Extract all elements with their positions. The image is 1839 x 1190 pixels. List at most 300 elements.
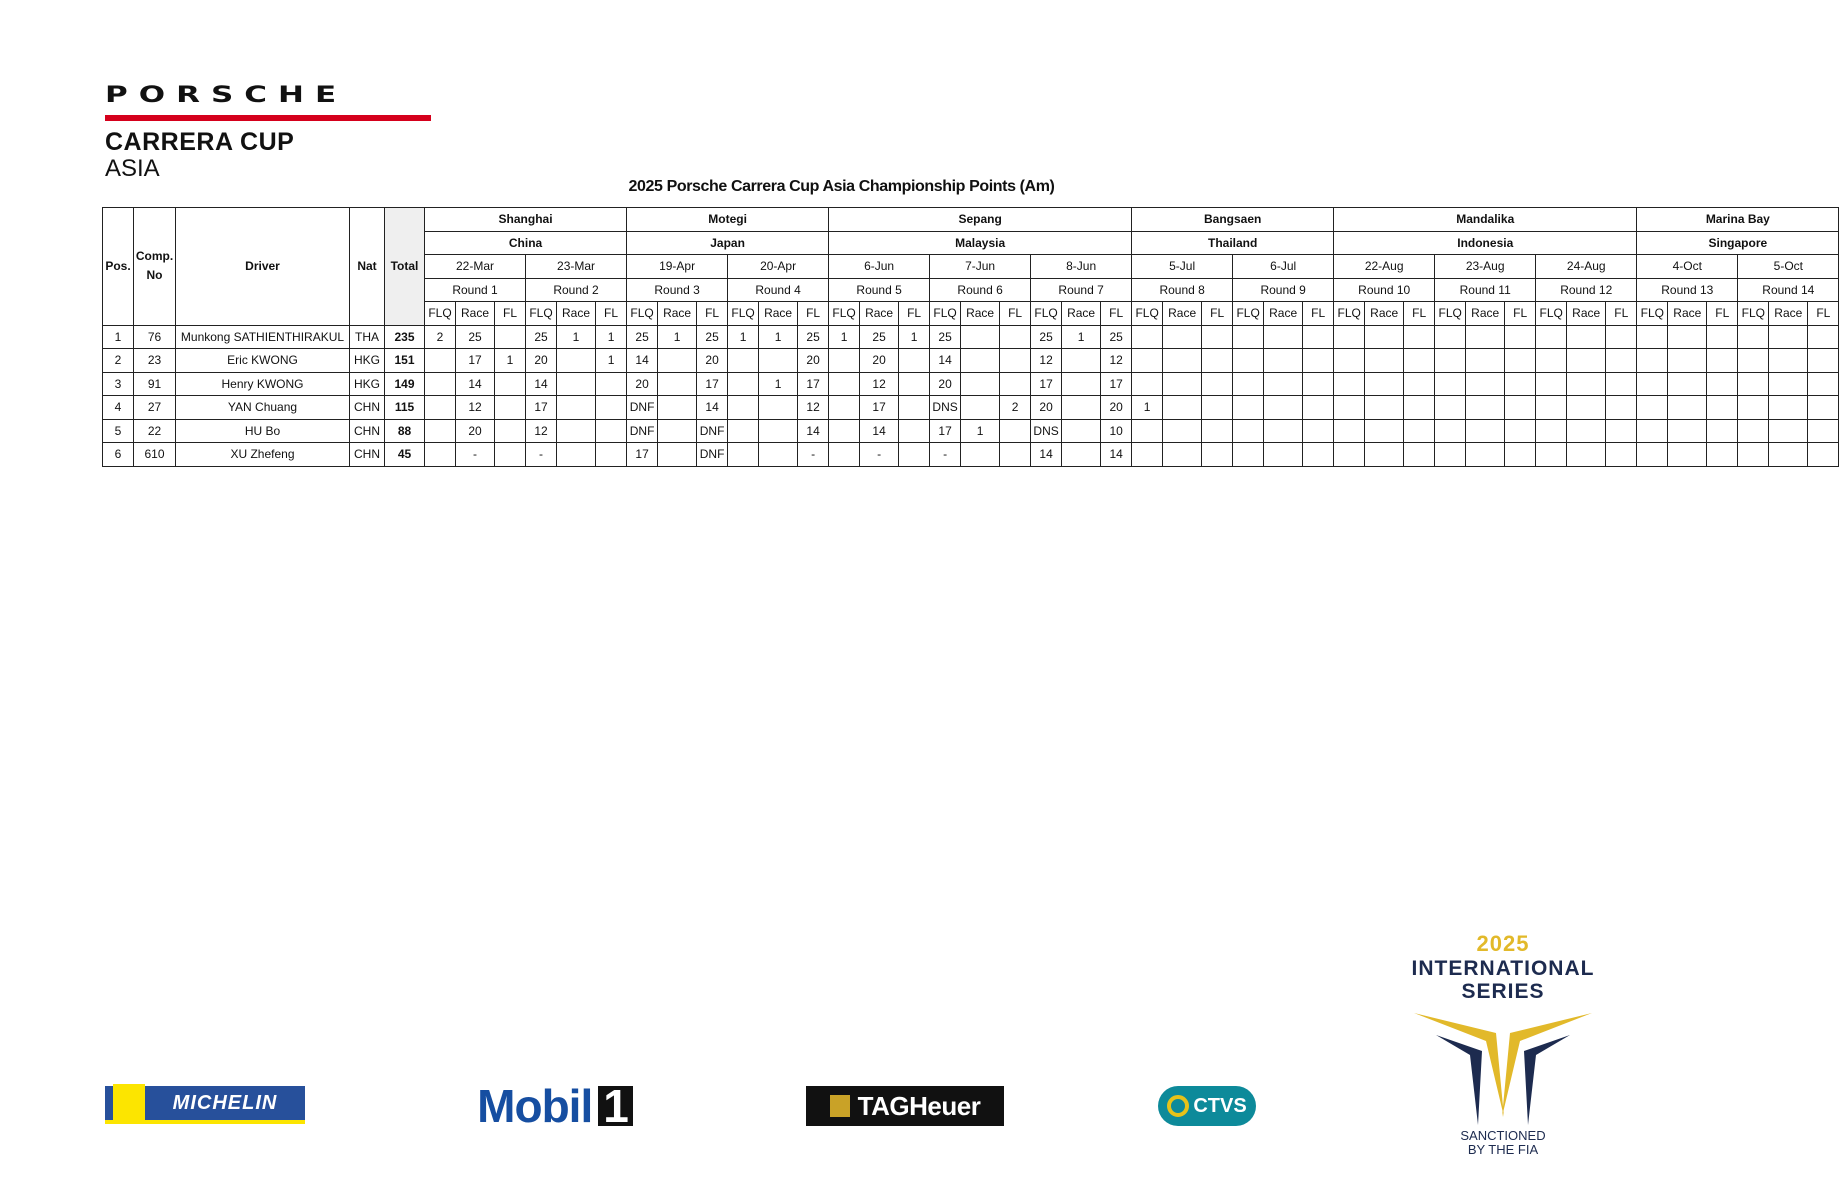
cell-points: 1 bbox=[899, 325, 930, 349]
cell-points bbox=[1163, 349, 1202, 373]
cell-points: 1 bbox=[557, 325, 596, 349]
cell-points bbox=[1365, 419, 1404, 443]
cell-total: 115 bbox=[385, 396, 425, 420]
cell-points bbox=[1505, 443, 1536, 467]
header-fl: FL bbox=[495, 302, 526, 326]
cell-points bbox=[1365, 372, 1404, 396]
cell-points bbox=[1062, 443, 1101, 467]
cell-points bbox=[1668, 349, 1707, 373]
header-date: 24-Aug bbox=[1536, 255, 1637, 279]
header-venue: Mandalika bbox=[1334, 208, 1637, 232]
cell-points bbox=[728, 396, 759, 420]
cell-points bbox=[1202, 443, 1233, 467]
cell-points bbox=[961, 349, 1000, 373]
cell-points bbox=[1567, 349, 1606, 373]
standings-table bbox=[102, 207, 1839, 467]
cell-nat: CHN bbox=[350, 419, 385, 443]
header-date: 5-Jul bbox=[1132, 255, 1233, 279]
cell-points bbox=[1536, 443, 1567, 467]
cell-points: 17 bbox=[526, 396, 557, 420]
cell-driver: Henry KWONG bbox=[176, 372, 350, 396]
cell-points bbox=[1466, 349, 1505, 373]
cell-points bbox=[1435, 372, 1466, 396]
cell-points bbox=[1062, 372, 1101, 396]
header-comp-no bbox=[134, 208, 176, 326]
header-fl: FL bbox=[697, 302, 728, 326]
cell-points bbox=[1132, 372, 1163, 396]
cell-points bbox=[1334, 349, 1365, 373]
header-race: Race bbox=[1365, 302, 1404, 326]
cell-points bbox=[495, 419, 526, 443]
cell-points bbox=[899, 349, 930, 373]
header-flq: FLQ bbox=[526, 302, 557, 326]
cell-points bbox=[658, 443, 697, 467]
cell-comp-no: 22 bbox=[134, 419, 176, 443]
mobil-text: Mobil bbox=[477, 1080, 593, 1132]
cell-points: 17 bbox=[1101, 372, 1132, 396]
cell-points bbox=[829, 349, 860, 373]
porsche-wordmark: PORSCHE bbox=[105, 81, 348, 108]
header-flq: FLQ bbox=[728, 302, 759, 326]
header-round: Round 11 bbox=[1435, 278, 1536, 302]
header-fl: FL bbox=[1606, 302, 1637, 326]
cell-points bbox=[1567, 419, 1606, 443]
fia-sub1: SANCTIONED bbox=[1460, 1128, 1546, 1143]
header-date: 6-Jun bbox=[829, 255, 930, 279]
cell-points bbox=[1769, 325, 1808, 349]
cell-points bbox=[1264, 443, 1303, 467]
cell-driver: HU Bo bbox=[176, 419, 350, 443]
cell-points bbox=[1163, 325, 1202, 349]
cell-points: DNF bbox=[627, 396, 658, 420]
cell-points bbox=[1303, 325, 1334, 349]
cell-pos: 2 bbox=[103, 349, 134, 373]
cell-points: DNS bbox=[930, 396, 961, 420]
cell-points bbox=[1334, 372, 1365, 396]
cell-points: 1 bbox=[759, 372, 798, 396]
cell-points bbox=[1808, 443, 1839, 467]
cell-points bbox=[1264, 396, 1303, 420]
cell-points: 25 bbox=[798, 325, 829, 349]
cell-points bbox=[495, 325, 526, 349]
cell-points bbox=[596, 396, 627, 420]
header-date: 5-Oct bbox=[1738, 255, 1839, 279]
cell-points: 20 bbox=[627, 372, 658, 396]
cell-points bbox=[728, 419, 759, 443]
header-flq: FLQ bbox=[627, 302, 658, 326]
cell-points bbox=[658, 349, 697, 373]
cell-points bbox=[1303, 396, 1334, 420]
cell-points bbox=[1769, 396, 1808, 420]
cell-points bbox=[1233, 443, 1264, 467]
tag-shield-icon bbox=[830, 1095, 850, 1117]
cell-points bbox=[1707, 419, 1738, 443]
tag-text: TAGHeuer bbox=[857, 1090, 981, 1121]
cell-points bbox=[1808, 419, 1839, 443]
cell-points bbox=[1202, 325, 1233, 349]
header-comp-text: Comp. No bbox=[135, 249, 174, 283]
cell-points bbox=[1132, 349, 1163, 373]
cell-points bbox=[425, 372, 456, 396]
cell-points bbox=[1435, 419, 1466, 443]
cell-points bbox=[1365, 349, 1404, 373]
cell-points: 10 bbox=[1101, 419, 1132, 443]
cell-points bbox=[899, 396, 930, 420]
cell-points bbox=[1567, 396, 1606, 420]
cell-points: 12 bbox=[1101, 349, 1132, 373]
header-venue: Bangsaen bbox=[1132, 208, 1334, 232]
header-round: Round 4 bbox=[728, 278, 829, 302]
header-date: 20-Apr bbox=[728, 255, 829, 279]
header-flq: FLQ bbox=[1334, 302, 1365, 326]
cell-points: 17 bbox=[697, 372, 728, 396]
tagheuer-logo bbox=[806, 1086, 1004, 1126]
cell-points bbox=[1132, 443, 1163, 467]
ctvs-ring-icon bbox=[1167, 1095, 1189, 1117]
cell-points bbox=[1505, 325, 1536, 349]
cell-points: 2 bbox=[425, 325, 456, 349]
cell-points bbox=[899, 443, 930, 467]
cell-points bbox=[495, 443, 526, 467]
header-country: Singapore bbox=[1637, 231, 1839, 255]
cell-points: 20 bbox=[1101, 396, 1132, 420]
cell-points bbox=[1365, 325, 1404, 349]
header-fl: FL bbox=[1707, 302, 1738, 326]
cell-points bbox=[557, 443, 596, 467]
cell-total: 149 bbox=[385, 372, 425, 396]
cell-points: 14 bbox=[697, 396, 728, 420]
table-row bbox=[103, 349, 1839, 373]
cell-points bbox=[658, 419, 697, 443]
table-row bbox=[103, 419, 1839, 443]
cell-points bbox=[1264, 349, 1303, 373]
cell-points bbox=[1738, 325, 1769, 349]
cell-points bbox=[1303, 372, 1334, 396]
cell-points bbox=[1668, 372, 1707, 396]
header-fl: FL bbox=[1404, 302, 1435, 326]
cell-points: 1 bbox=[596, 349, 627, 373]
cell-points bbox=[1606, 325, 1637, 349]
cell-points bbox=[829, 443, 860, 467]
fia-line1: INTERNATIONAL bbox=[1411, 957, 1595, 980]
cell-points bbox=[1404, 349, 1435, 373]
cell-points bbox=[1567, 325, 1606, 349]
cell-points bbox=[1606, 443, 1637, 467]
cell-points bbox=[557, 349, 596, 373]
cell-points bbox=[1062, 396, 1101, 420]
cell-points: - bbox=[798, 443, 829, 467]
cell-points bbox=[1233, 349, 1264, 373]
cell-pos: 6 bbox=[103, 443, 134, 467]
carrera-cup-logo bbox=[105, 81, 435, 182]
cell-points bbox=[1334, 325, 1365, 349]
cell-points bbox=[728, 443, 759, 467]
cell-points: 20 bbox=[930, 372, 961, 396]
cell-points: DNS bbox=[1031, 419, 1062, 443]
header-round: Round 10 bbox=[1334, 278, 1435, 302]
cell-points bbox=[1637, 372, 1668, 396]
header-race: Race bbox=[1062, 302, 1101, 326]
header-fl: FL bbox=[1101, 302, 1132, 326]
header-flq: FLQ bbox=[1637, 302, 1668, 326]
cell-points: 14 bbox=[1101, 443, 1132, 467]
cell-points bbox=[1668, 396, 1707, 420]
cell-points bbox=[1303, 443, 1334, 467]
header-date: 23-Mar bbox=[526, 255, 627, 279]
header-date: 22-Mar bbox=[425, 255, 526, 279]
header-fl: FL bbox=[1202, 302, 1233, 326]
cell-driver: YAN Chuang bbox=[176, 396, 350, 420]
cell-points: 25 bbox=[1031, 325, 1062, 349]
cell-nat: CHN bbox=[350, 443, 385, 467]
cell-points bbox=[1404, 419, 1435, 443]
cell-points bbox=[1637, 349, 1668, 373]
cell-points: 20 bbox=[456, 419, 495, 443]
cell-points: 17 bbox=[627, 443, 658, 467]
cell-points bbox=[1707, 396, 1738, 420]
cell-points bbox=[1668, 419, 1707, 443]
cell-points bbox=[1466, 419, 1505, 443]
cell-points bbox=[1062, 349, 1101, 373]
logo-series: CARRERA CUP bbox=[105, 128, 295, 156]
cell-points bbox=[1264, 325, 1303, 349]
header-round: Round 2 bbox=[526, 278, 627, 302]
table-row bbox=[103, 396, 1839, 420]
cell-points bbox=[1466, 443, 1505, 467]
header-country: China bbox=[425, 231, 627, 255]
cell-points bbox=[1808, 372, 1839, 396]
header-fl: FL bbox=[596, 302, 627, 326]
cell-points bbox=[1567, 443, 1606, 467]
cell-comp-no: 76 bbox=[134, 325, 176, 349]
header-country: Thailand bbox=[1132, 231, 1334, 255]
header-round: Round 8 bbox=[1132, 278, 1233, 302]
cell-points bbox=[1435, 443, 1466, 467]
header-date: 19-Apr bbox=[627, 255, 728, 279]
cell-points bbox=[1808, 349, 1839, 373]
cell-points bbox=[1132, 325, 1163, 349]
cell-pos: 3 bbox=[103, 372, 134, 396]
cell-comp-no: 27 bbox=[134, 396, 176, 420]
cell-points bbox=[596, 443, 627, 467]
header-race: Race bbox=[456, 302, 495, 326]
header-fl: FL bbox=[798, 302, 829, 326]
cell-points bbox=[1264, 372, 1303, 396]
cell-points bbox=[658, 396, 697, 420]
cell-points bbox=[1000, 325, 1031, 349]
cell-points bbox=[1567, 372, 1606, 396]
cell-points bbox=[1637, 396, 1668, 420]
cell-points bbox=[1000, 419, 1031, 443]
cell-points bbox=[1707, 325, 1738, 349]
cell-points bbox=[1264, 419, 1303, 443]
header-round: Round 6 bbox=[930, 278, 1031, 302]
header-flq: FLQ bbox=[1536, 302, 1567, 326]
fia-international-series-badge bbox=[1408, 931, 1598, 1157]
logo-red-bar bbox=[105, 115, 431, 121]
header-country: Japan bbox=[627, 231, 829, 255]
cell-points: 20 bbox=[860, 349, 899, 373]
cell-points bbox=[1536, 349, 1567, 373]
bibendum-icon bbox=[113, 1084, 145, 1122]
fia-line2: SERIES bbox=[1461, 980, 1545, 1003]
cell-points: 17 bbox=[798, 372, 829, 396]
cell-points bbox=[1808, 325, 1839, 349]
logo-region: ASIA bbox=[105, 155, 160, 182]
header-date: 7-Jun bbox=[930, 255, 1031, 279]
header-total: Total bbox=[385, 208, 425, 326]
cell-points: 17 bbox=[456, 349, 495, 373]
cell-points: 14 bbox=[627, 349, 658, 373]
header-race: Race bbox=[1769, 302, 1808, 326]
cell-points: 20 bbox=[697, 349, 728, 373]
cell-points: 20 bbox=[1031, 396, 1062, 420]
cell-points bbox=[1637, 325, 1668, 349]
cell-points: 25 bbox=[456, 325, 495, 349]
cell-points bbox=[1668, 325, 1707, 349]
cell-points bbox=[1435, 349, 1466, 373]
cell-points bbox=[1163, 443, 1202, 467]
cell-points: 2 bbox=[1000, 396, 1031, 420]
cell-points bbox=[425, 419, 456, 443]
cell-points bbox=[1404, 372, 1435, 396]
mobil-one-text: 1 bbox=[598, 1086, 633, 1126]
cell-points bbox=[1132, 419, 1163, 443]
cell-points: 14 bbox=[798, 419, 829, 443]
cell-points bbox=[425, 349, 456, 373]
table-row bbox=[103, 325, 1839, 349]
header-round: Round 14 bbox=[1738, 278, 1839, 302]
cell-points: - bbox=[456, 443, 495, 467]
header-date: 22-Aug bbox=[1334, 255, 1435, 279]
cell-points bbox=[658, 372, 697, 396]
cell-nat: HKG bbox=[350, 349, 385, 373]
header-round: Round 5 bbox=[829, 278, 930, 302]
cell-points: 14 bbox=[456, 372, 495, 396]
header-flq: FLQ bbox=[1435, 302, 1466, 326]
cell-points: 20 bbox=[526, 349, 557, 373]
header-venue: Motegi bbox=[627, 208, 829, 232]
cell-points bbox=[1000, 443, 1031, 467]
mobil1-logo bbox=[459, 1080, 651, 1132]
cell-points bbox=[1637, 419, 1668, 443]
header-date: 6-Jul bbox=[1233, 255, 1334, 279]
cell-points bbox=[1163, 419, 1202, 443]
cell-points bbox=[1606, 372, 1637, 396]
fia-year: 2025 bbox=[1476, 931, 1530, 956]
cell-points: 14 bbox=[1031, 443, 1062, 467]
cell-points: - bbox=[526, 443, 557, 467]
fia-chevron-icon bbox=[1408, 1007, 1598, 1127]
cell-points bbox=[728, 349, 759, 373]
header-flq: FLQ bbox=[1031, 302, 1062, 326]
cell-points: 1 bbox=[596, 325, 627, 349]
cell-points bbox=[1334, 396, 1365, 420]
header-flq: FLQ bbox=[930, 302, 961, 326]
cell-points bbox=[1233, 419, 1264, 443]
cell-points bbox=[1233, 325, 1264, 349]
cell-points bbox=[1233, 372, 1264, 396]
cell-points bbox=[557, 419, 596, 443]
cell-points bbox=[1163, 372, 1202, 396]
cell-points bbox=[759, 349, 798, 373]
header-race: Race bbox=[658, 302, 697, 326]
cell-points: 12 bbox=[860, 372, 899, 396]
header-fl: FL bbox=[899, 302, 930, 326]
cell-points bbox=[1606, 349, 1637, 373]
header-flq: FLQ bbox=[425, 302, 456, 326]
cell-points: 12 bbox=[456, 396, 495, 420]
cell-points: 12 bbox=[798, 396, 829, 420]
header-venue: Shanghai bbox=[425, 208, 627, 232]
cell-points: 1 bbox=[961, 419, 1000, 443]
header-flq: FLQ bbox=[1233, 302, 1264, 326]
cell-points: 1 bbox=[1062, 325, 1101, 349]
cell-total: 235 bbox=[385, 325, 425, 349]
header-venue: Marina Bay bbox=[1637, 208, 1839, 232]
cell-points bbox=[1769, 419, 1808, 443]
header-date: 4-Oct bbox=[1637, 255, 1738, 279]
cell-points bbox=[759, 396, 798, 420]
cell-points bbox=[1707, 372, 1738, 396]
header-race: Race bbox=[557, 302, 596, 326]
cell-points: 25 bbox=[930, 325, 961, 349]
cell-points bbox=[1334, 419, 1365, 443]
header-flq: FLQ bbox=[829, 302, 860, 326]
cell-driver: XU Zhefeng bbox=[176, 443, 350, 467]
fia-sub2: BY THE FIA bbox=[1467, 1142, 1539, 1157]
cell-points bbox=[1536, 419, 1567, 443]
header-race: Race bbox=[961, 302, 1000, 326]
cell-points bbox=[1404, 443, 1435, 467]
cell-points bbox=[1738, 349, 1769, 373]
cell-points bbox=[557, 372, 596, 396]
cell-driver: Munkong SATHIENTHIRAKUL bbox=[176, 325, 350, 349]
cell-comp-no: 91 bbox=[134, 372, 176, 396]
ctvs-text: CTVS bbox=[1193, 1094, 1247, 1117]
cell-total: 88 bbox=[385, 419, 425, 443]
cell-points: 1 bbox=[658, 325, 697, 349]
cell-points bbox=[961, 372, 1000, 396]
cell-points bbox=[1365, 396, 1404, 420]
header-fl: FL bbox=[1303, 302, 1334, 326]
michelin-logo bbox=[105, 1086, 305, 1124]
header-race: Race bbox=[1466, 302, 1505, 326]
header-venue: Sepang bbox=[829, 208, 1132, 232]
cell-points bbox=[1466, 325, 1505, 349]
cell-points: 1 bbox=[1132, 396, 1163, 420]
cell-points: 17 bbox=[930, 419, 961, 443]
cell-points bbox=[1707, 349, 1738, 373]
cell-points: - bbox=[860, 443, 899, 467]
cell-nat: HKG bbox=[350, 372, 385, 396]
header-round: Round 1 bbox=[425, 278, 526, 302]
cell-points bbox=[1505, 372, 1536, 396]
cell-points bbox=[1202, 372, 1233, 396]
header-date: 8-Jun bbox=[1031, 255, 1132, 279]
cell-nat: CHN bbox=[350, 396, 385, 420]
cell-points: 20 bbox=[798, 349, 829, 373]
ctvs-logo bbox=[1158, 1086, 1256, 1126]
header-country: Indonesia bbox=[1334, 231, 1637, 255]
cell-points: 14 bbox=[526, 372, 557, 396]
cell-points bbox=[1668, 443, 1707, 467]
cell-points bbox=[557, 396, 596, 420]
cell-points bbox=[495, 396, 526, 420]
cell-points bbox=[1536, 325, 1567, 349]
cell-comp-no: 23 bbox=[134, 349, 176, 373]
cell-points: 25 bbox=[526, 325, 557, 349]
